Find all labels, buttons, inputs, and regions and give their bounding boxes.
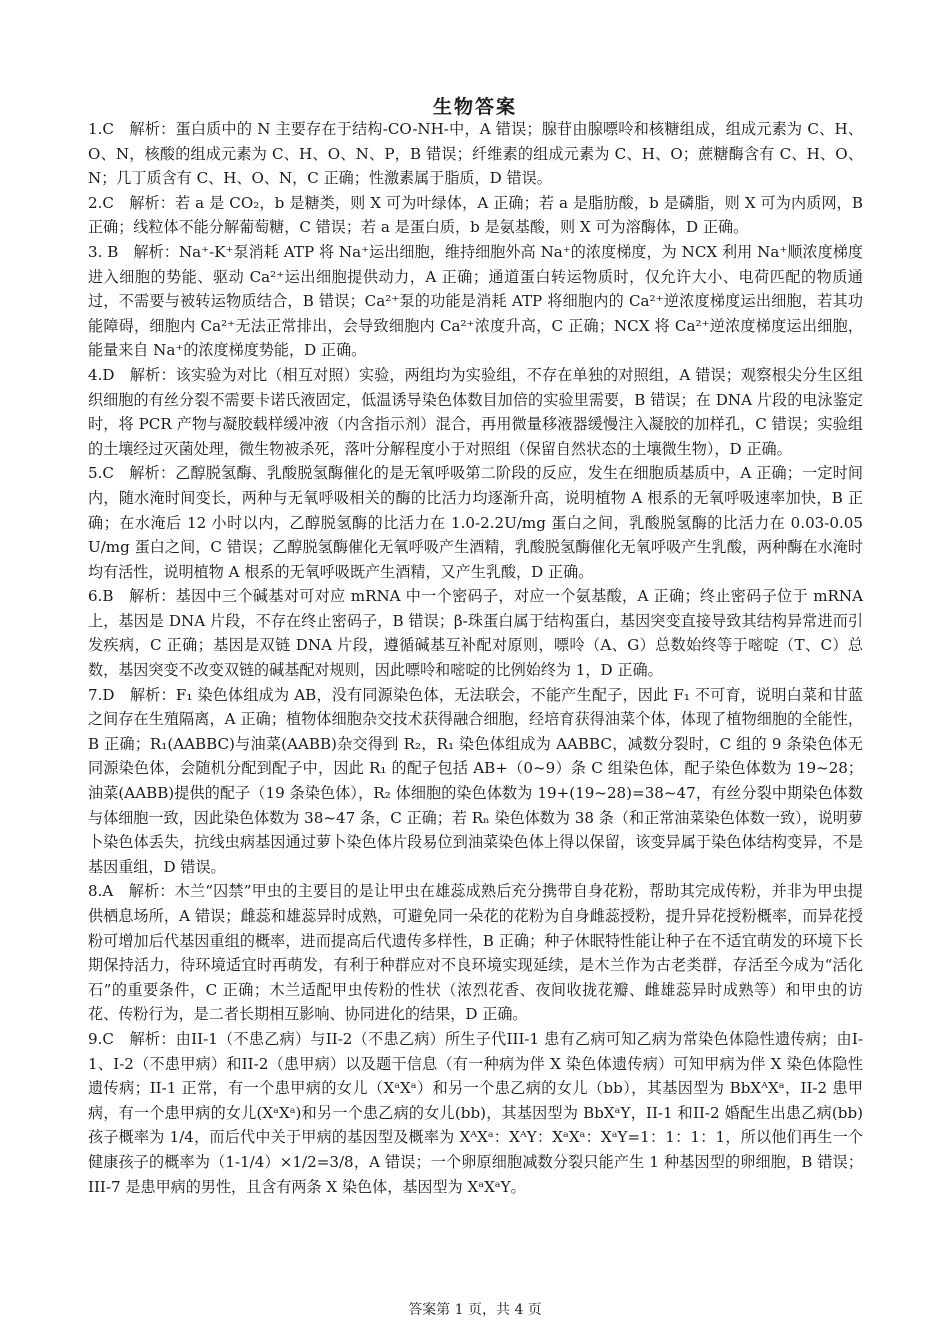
answer-item-3: 3. B 解析：Na⁺-K⁺泵消耗 ATP 将 Na⁺运出细胞，维持细胞外高 Na⁺的浓度梯度，为 NCX 利用 Na⁺顺浓度梯度进入细胞的势能、驱动 Ca²⁺运出细胞提供动力，A 正确；通道蛋白转运物质时，仅允许大小、电荷匹配的物质通过，不需要与被转运物质结合，B 错误；Ca²⁺泵的功能是消耗 ATP 将细胞内的 Ca²⁺逆浓度梯度运出细胞，若其功能障碍，细胞内 Ca²⁺无法正常排出，会导致细胞内 Ca²⁺浓度升高，C 正确；NCX 将 Ca²⁺逆浓度梯度运出细胞，能量来自 Na⁺的浓度梯度势能，D 正确。 (88, 242, 863, 360)
answer-item-6: 6.B 解析：基因中三个碱基对可对应 mRNA 中一个密码子，对应一个氨基酸，A 正确；终止密码子位于 mRNA 上，基因是 DNA 片段，不存在终止密码子，B 错误；β-珠蛋白属于结构蛋白，基因突变直接导致其结构异常进而引发疾病，C 正确；基因是双链 DNA 片段，遵循碱基互补配对原则，嘌呤（A、G）总数始终等于嘧啶（T、C）总数，基因突变不改变双链的碱基配对规则，因此嘌呤和嘧啶的比例始终为 1，D 正确。 (88, 587, 863, 680)
answer-item-1: 1.C 解析：蛋白质中的 N 主要存在于结构-CO-NH-中，A 错误；腺苷由腺嘌呤和核糖组成，组成元素为 C、H、O、N，核酸的组成元素为 C、H、O、N、P，B 错误；纤维素的组成元素为 C、H、O；蔗糖酶含有 C、H、O、N；几丁质含有 C、H、O、N，C 正确；性激素属于脂质，D 错误。 (88, 120, 863, 188)
answer-item-9: 9.C 解析：由II-1（不患乙病）与II-2（不患乙病）所生子代III-1 患有乙病可知乙病为常染色体隐性遗传病；由I-1、I-2（不患甲病）和II-2（患甲病）以及题干信息（有一种病为伴 X 染色体遗传病）可知甲病为伴 X 染色体隐性遗传病；II-1 正常，有一个患甲病的女儿（XᵃXᵃ）和另一个患乙病的女儿（bb），其基因型为 BbXᴬXᵃ，II-2 患甲病，有一个患甲病的女儿(XᵃXᵃ)和另一个患乙病的女儿(bb)，其基因型为 BbXᵃY，II-1 和II-2 婚配生出患乙病(bb)孩子概率为 1/4，而后代中关于甲病的基因型及概率为 XᴬXᵃ：XᴬY：XᵃXᵃ：XᵃY=1：1：1：1，所以他们再生一个健康孩子的概率为（1-1/4）×1/2=3/8，A 错误；一个卵原细胞减数分裂只能产生 1 种基因型的卵细胞，B 错误；III-7 是患甲病的男性，且含有两条 X 染色体，基因型为 XᵃXᵃY。 (88, 1029, 863, 1196)
page-footer: 答案第 1 页，共 4 页 (408, 1302, 542, 1318)
answer-item-5: 5.C 解析：乙醇脱氢酶、乳酸脱氢酶催化的是无氧呼吸第二阶段的反应，发生在细胞质基质中，A 正确；一定时间内，随水淹时间变长，两种与无氧呼吸相关的酶的比活力均逐渐升高，说明植物 A 根系的无氧呼吸速率加快，B 正确；在水淹后 12 小时以内，乙醇脱氢酶的比活力在 1.0-2.2U/mg 蛋白之间，乳酸脱氢酶的比活力在 0.03-0.05 U/mg 蛋白之间，C 错误；乙醇脱氢酶催化无氧呼吸产生酒精，乳酸脱氢酶催化无氧呼吸产生乳酸，两种酶在水淹时均有活性，说明植物 A 根系的无氧呼吸既产生酒精，又产生乳酸，D 正确。 (88, 464, 863, 581)
answer-item-2: 2.C 解析：若 a 是 CO₂，b 是糖类，则 X 可为叶绿体，A 正确；若 a 是脂肪酸，b 是磷脂，则 X 可为内质网，B 正确；线粒体不能分解葡萄糖，C 错误；若 a 是蛋白质，b 是氨基酸，则 X 可为溶酶体，D 正确。 (88, 193, 863, 237)
answer-item-7: 7.D 解析：F₁ 染色体组成为 AB，没有同源染色体，无法联会，不能产生配子，因此 F₁ 不可育，说明白菜和甘蓝之间存在生殖隔离，A 正确；植物体细胞杂交技术获得融合细胞，经培育获得油菜个体，体现了植物细胞的全能性，B 正确；R₁(AABBC)与油菜(AABB)杂交得到 R₂，R₁ 染色体组成为 AABBC，减数分裂时，C 组的 9 条染色体无同源染色体，会随机分配到配子中，因此 R₁ 的配子包括 AB+（0~9）条 C 组染色体，配子染色体数为 19~28；油菜(AABB)提供的配子（19 条染色体），R₂ 体细胞的染色体数为 19+(19~28)=38~47，有丝分裂中期染色体数与体细胞一致，因此染色体数为 38~47 条，C 正确；若 Rₙ 染色体数为 38 条（和正常油菜染色体数一致），说明萝卜染色体丢失，抗线虫病基因通过萝卜染色体片段易位到油菜染色体上得以保留，该变异属于染色体结构变异，不是基因重组，D 错误。 (88, 685, 863, 876)
answer-item-8: 8.A 解析：木兰“囚禁”甲虫的主要目的是让甲虫在雄蕊成熟后充分携带自身花粉，帮助其完成传粉，并非为甲虫提供栖息场所，A 错误；雌蕊和雄蕊异时成熟，可避免同一朵花的花粉为自身雌蕊授粉，提升异花授粉概率，而异花授粉可增加后代基因重组的概率，进而提高后代遗传多样性，B 正确；种子休眠特性能让种子在不适宜萌发的环境下长期保持活力，待环境适宜时再萌发，有利于种群应对不良环境实现延续，是木兰作为古老类群，存活至今成为“活化石”的重要条件，C 正确；木兰适配甲虫传粉的性状（浓烈花香、夜间收拢花瓣、雌雄蕊异时成熟等）和甲虫的访花、传粉行为，是二者长期相互影响、协同进化的结果，D 正确。 (88, 882, 863, 1024)
answer-item-4: 4.D 解析：该实验为对比（相互对照）实验，两组均为实验组，不存在单独的对照组，A 错误；观察根尖分生区组织细胞的有丝分裂不需要卡诺氏液固定，低温诱导染色体数目加倍的实验里需要，B 错误；在 DNA 片段的电泳鉴定时，将 PCR 产物与凝胶载样缓冲液（内含指示剂）混合，再用微量移液器缓慢注入凝胶的加样孔，C 错误；实验组的土壤经过灭菌处理，微生物被杀死，落叶分解程度小于对照组（保留自然状态的土壤微生物），D 正确。 (88, 365, 863, 458)
page-title: 生物答案 (432, 96, 517, 118)
answer-list (88, 117, 863, 1199)
